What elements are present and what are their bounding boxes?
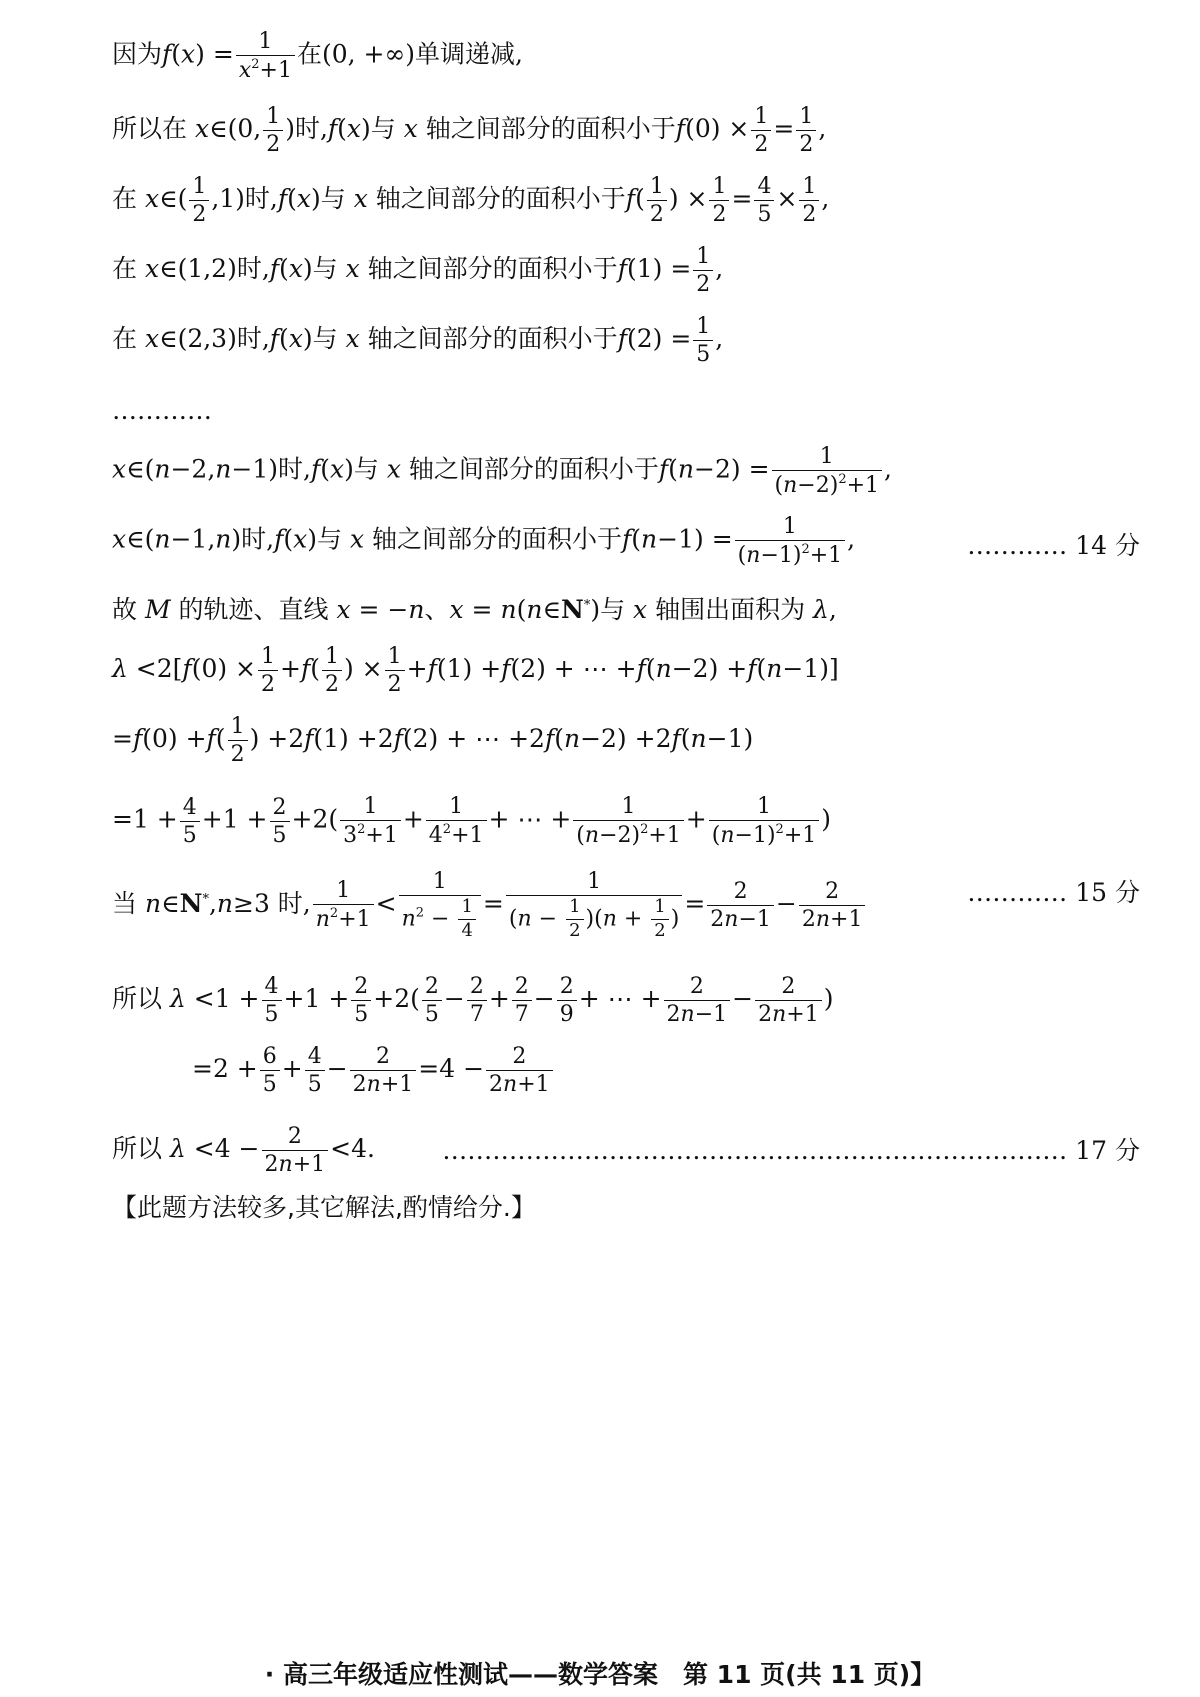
solution-line: 当 n∈N*,n≥3 时, $\frac{1}{n^2+1}$ < 1 $n^2$ − $\frac{1}{4}$ = 1 (n − $\frac{1}{2}$ )(n + $\frac{1}{2}$ ) = $\frac{2}{2n-1}$ − $\frac{2}{2n+1}$	[112, 870, 867, 941]
solution-line: 在 x∈(2,3)时,f(x)与 x 轴之间部分的面积小于f(2) = $\frac{1}{5}$ ,	[112, 314, 724, 368]
score-15: ………… 15 分	[967, 878, 1140, 907]
solution-line: x∈(n−1,n)时,f(x)与 x 轴之间部分的面积小于f(n−1) = $\frac{1}{(n-1)^2+1}$ ,	[112, 514, 856, 569]
score-14: ………… 14 分	[967, 531, 1140, 560]
solution-line: =1 + $\frac{4}{5}$ +1 + $\frac{2}{5}$ +2( $\frac{1}{3^2+1}$ + $\frac{1}{4^2+1}$ + ⋯ + $\frac{1}{(n-2)^2+1}$ + $\frac{1}{(n-1)^2+1}$ )	[112, 794, 832, 849]
math-text: 因为f(x) =	[112, 39, 234, 69]
grading-note: 【此题方法较多,其它解法,酌情给分.】	[112, 1193, 536, 1222]
solution-line	[112, 30, 523, 82]
page-footer: · 高三年级适应性测试——数学答案 第 11 页(共 11 页)】	[264, 1660, 936, 1689]
solution-line: 故 M 的轨迹、直线 x = −n、x = n(n∈N*)与 x 轴围出面积为 λ,	[112, 595, 837, 624]
solution-line: 所以 λ <1 + $\frac{4}{5}$ +1 + $\frac{2}{5}$ +2( $\frac{2}{5}$ − $\frac{2}{7}$ + $\frac{2}{7}$ − $\frac{2}{9}$ + ⋯ + $\frac{2}{2n-1}$ − $\frac{2}{2n+1}$ )	[112, 974, 834, 1028]
score-17: ………………………………………………………………… 17 分	[442, 1136, 1140, 1165]
solution-line: 所以在 x∈(0, $\frac{1}{2}$ )时,f(x)与 x 轴之间部分的面积小于f(0) × $\frac{1}{2}$ = $\frac{1}{2}$ ,	[112, 104, 827, 158]
math-text: 在(0, +∞)单调递减,	[296, 39, 523, 69]
solution-line: λ <2[f(0) × $\frac{1}{2}$ +f( $\frac{1}{2}$ ) × $\frac{1}{2}$ +f(1) +f(2) + ⋯ +f(n−2) +f(n−1)]	[112, 644, 839, 698]
fraction: $\frac{1}{x^2+1}$	[236, 30, 295, 82]
solution-line: 所以 λ <4 − $\frac{2}{2n+1}$ <4.	[112, 1124, 375, 1178]
solution-line: x∈(n−2,n−1)时,f(x)与 x 轴之间部分的面积小于f(n−2) = $\frac{1}{(n-2)^2+1}$ ,	[112, 444, 892, 499]
solution-line: 在 x∈( $\frac{1}{2}$ ,1)时,f(x)与 x 轴之间部分的面积小于f( $\frac{1}{2}$ ) × $\frac{1}{2}$ = $\frac{4}{5}$ × $\frac{1}{2}$ ,	[112, 174, 830, 228]
solution-line: 在 x∈(1,2)时,f(x)与 x 轴之间部分的面积小于f(1) = $\frac{1}{2}$ ,	[112, 244, 724, 298]
solution-line: =2 + $\frac{6}{5}$ + $\frac{4}{5}$ − $\frac{2}{2n+1}$ =4 − $\frac{2}{2n+1}$	[192, 1045, 555, 1096]
ellipsis-line: …………	[112, 396, 212, 425]
solution-line: =f(0) +f( $\frac{1}{2}$ ) +2f(1) +2f(2) + ⋯ +2f(n−2) +2f(n−1)	[112, 714, 754, 768]
